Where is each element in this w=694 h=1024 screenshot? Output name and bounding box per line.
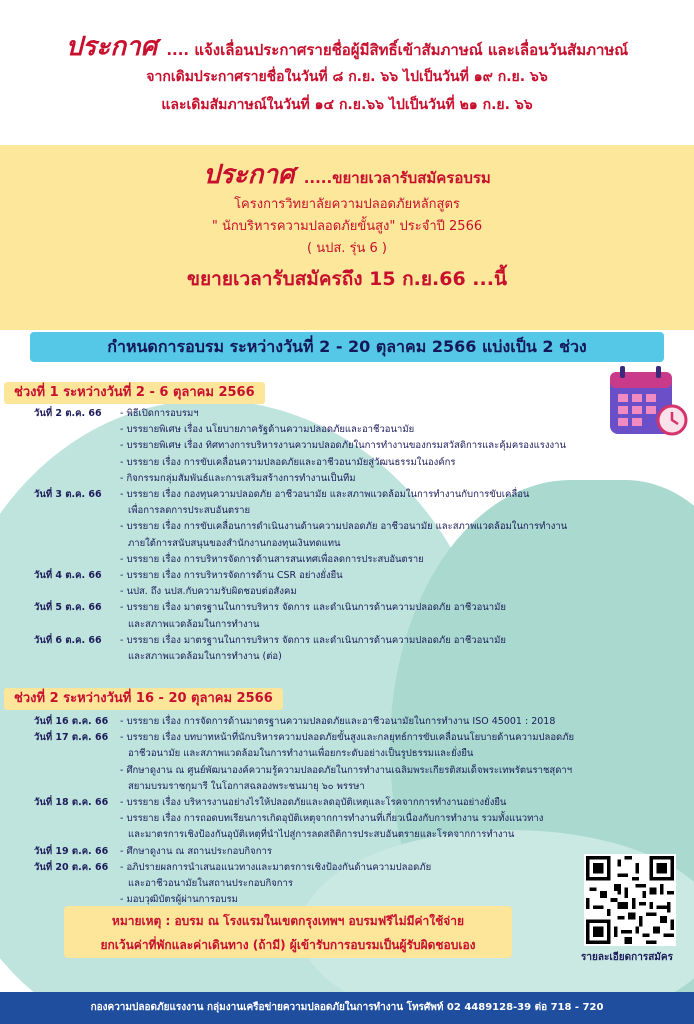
announcement-delay (0, 0, 694, 145)
schedule-topic: - บรรยาย เรื่อง บทบาทหน้าที่นักบริหารความปลอดภัยขั้นสูงและกลยุทธ์การขับเคลื่อนนโยบายด้านความปลอดภัย (120, 732, 575, 744)
schedule-section (0, 330, 694, 992)
schedule-topic: - บรรยาย เรื่อง การถอดบทเรียนการเกิดอุบัติเหตุจากการทำงานที่เกี่ยวเนื่องกับการทำงาน รวมทั้งแนวทาง (120, 813, 544, 825)
schedule-row (0, 746, 694, 762)
schedule-date (0, 779, 120, 795)
schedule-date: วันที่ 4 ต.ค. 66 (34, 570, 102, 582)
schedule-topic: และอาชีวอนามัยในสถานประกอบกิจการ (128, 878, 293, 890)
phase-1-list (0, 406, 694, 665)
qr-code[interactable] (584, 854, 676, 946)
schedule-row (0, 763, 694, 779)
schedule-row (0, 795, 694, 811)
schedule-row (0, 422, 694, 438)
schedule-topic: - กิจกรรมกลุ่มสัมพันธ์และการเสริมสร้างการทำงานเป็นทีม (120, 472, 356, 484)
course-name: " นักบริหารความปลอดภัยขั้นสูง" ประจำปี 2566 (211, 219, 483, 234)
extension-announcement (0, 145, 694, 330)
schedule-date (0, 503, 120, 519)
schedule-topic: อาชีวอนามัย และสภาพแวดล้อมในการทำงานเพื่อยกระดับอย่างเป็นรูปธรรมและยั่งยืน (128, 748, 474, 760)
schedule-date (0, 763, 120, 779)
footer-contact: กองความปลอดภัยแรงงาน กลุ่มงานเครือข่ายความปลอดภัยในการทำงาน โทรศัพท์ 02 4489128-39 ต่อ 718 - 720 (0, 992, 694, 1024)
schedule-topic: เพื่อการลดการประสบอันตราย (128, 505, 251, 517)
schedule-row (0, 617, 694, 633)
schedule-row (0, 633, 694, 649)
schedule-date (0, 455, 120, 471)
schedule-topic: - พิธีเปิดการอบรมฯ (120, 408, 199, 419)
schedule-topic: - อภิปรายผลการนำเสนอแนวทางและมาตรการเชิงป้องกันด้านความปลอดภัย (120, 861, 432, 873)
announce-label-2: ประกาศ (203, 160, 295, 190)
schedule-date (0, 649, 120, 665)
schedule-topic: - บรรยาย เรื่อง การขับเคลื่อนความปลอดภัยและอาชีวอนามัยสู่วัฒนธรรมในองค์กร (120, 456, 456, 468)
schedule-date (0, 552, 120, 568)
phase-1-title: ช่วงที่ 1 ระหว่างวันที่ 2 - 6 ตุลาคม 2566 (4, 382, 265, 404)
qr-label: รายละเอียดการสมัคร (581, 952, 673, 963)
schedule-row (0, 552, 694, 568)
schedule-topic: - บรรยาย เรื่อง กองทุนความปลอดภัย อาชีวอนามัย และสภาพแวดล้อมในการทำงานกับการขับเคลื่อน (120, 489, 530, 501)
schedule-date: วันที่ 3 ต.ค. 66 (34, 489, 102, 501)
schedule-row (0, 600, 694, 616)
schedule-date: วันที่ 17 ต.ค. 66 (34, 732, 109, 744)
extension-deadline: ขยายเวลารับสมัครถึง 15 ก.ย.66 ...นี้ (187, 268, 507, 290)
schedule-date (0, 536, 120, 552)
schedule-topic: - นปส. ถึง นปส.กับความรับผิดชอบต่อสังคม (120, 586, 297, 598)
schedule-date (0, 438, 120, 454)
schedule-date: วันที่ 18 ต.ค. 66 (34, 797, 109, 809)
schedule-date: วันที่ 16 ต.ค. 66 (34, 716, 109, 727)
schedule-title: กำหนดการอบรม ระหว่างวันที่ 2 - 20 ตุลาคม 2566 แบ่งเป็น 2 ช่วง (30, 332, 664, 362)
schedule-topic: - บรรยาย เรื่อง มาตรฐานในการบริหาร จัดการ และดำเนินการด้านความปลอดภัย อาชีวอนามัย (120, 634, 506, 646)
schedule-date (0, 519, 120, 535)
schedule-date: วันที่ 6 ต.ค. 66 (34, 634, 102, 646)
schedule-date (0, 617, 120, 633)
schedule-topic: - ศึกษาดูงาน ณ สถานประกอบกิจการ (120, 845, 272, 857)
schedule-date (0, 811, 120, 827)
schedule-topic: - บรรยาย เรื่อง การขับเคลื่อนการดำเนินงานด้านความปลอดภัย อาชีวอนามัย และสภาพแวดล้อมในการทำงาน (120, 521, 568, 533)
schedule-topic: - บรรยาย เรื่อง การบริหารจัดการด้าน CSR อย่างยั่งยืน (120, 570, 343, 582)
schedule-row (0, 811, 694, 827)
schedule-row (0, 714, 694, 730)
remark-line-1: หมายเหตุ : อบรม ณ โรงแรมในเขตกรุงเทพฯ อบรมฟรีไม่มีค่าใช้จ่าย (111, 914, 465, 928)
schedule-topic: - ศึกษาดูงาน ณ ศูนย์พัฒนาองค์ความรู้ความปลอดภัยในการทำงานเฉลิมพระเกียรติสมเด็จพระเทพรัตนราชสุดาฯ (120, 764, 573, 776)
phase-2-title: ช่วงที่ 2 ระหว่างวันที่ 16 - 20 ตุลาคม 2566 (4, 688, 283, 710)
schedule-row (0, 536, 694, 552)
schedule-row (0, 519, 694, 535)
schedule-row (0, 471, 694, 487)
schedule-date (0, 471, 120, 487)
schedule-row (0, 406, 694, 422)
schedule-row (0, 730, 694, 746)
announce-label: ประกาศ (65, 32, 158, 62)
schedule-date: วันที่ 20 ต.ค. 66 (34, 861, 109, 873)
schedule-date (0, 876, 120, 892)
schedule-date: วันที่ 19 ต.ค. 66 (34, 845, 109, 857)
schedule-row (0, 438, 694, 454)
schedule-row (0, 455, 694, 471)
schedule-topic: - บรรยายพิเศษ เรื่อง ทิศทางการบริหารงานความปลอดภัยในการทำงานของกรมสวัสดิการและคุ้มครองแรงงาน (120, 440, 566, 452)
schedule-row (0, 584, 694, 600)
remark-line-2: ยกเว้นค่าที่พักและค่าเดินทาง (ถ้ามี) ผู้เข้ารับการอบรมเป็นผู้รับผิดชอบเอง (100, 938, 476, 952)
schedule-topic: และมาตรการเชิงป้องกันอุบัติเหตุที่นำไปสู่การลดสถิติการประสบอันตรายและโรคจากการทำงาน (128, 829, 515, 841)
schedule-topic: - บรรยาย เรื่อง การบริหารจัดการด้านสารสนเทศเพื่อลดการประสบอันตราย (120, 553, 424, 565)
schedule-topic: และสภาพแวดล้อมในการทำงาน (128, 618, 260, 630)
delay-line-2: และเดิมสัมภาษณ์ในวันที่ ๑๔ ก.ย.๖๖ ไปเป็นวันที่ ๒๑ ก.ย. ๖๖ (161, 97, 533, 113)
schedule-date (0, 584, 120, 600)
schedule-date (0, 422, 120, 438)
schedule-date: วันที่ 5 ต.ค. 66 (34, 602, 102, 614)
schedule-topic: - บรรยาย เรื่อง การจัดการด้านมาตรฐานความปลอดภัยและอาชีวอนามัยในการทำงาน ISO 45001 : 2018 (120, 716, 556, 727)
schedule-row (0, 568, 694, 584)
schedule-topic: และสภาพแวดล้อมในการทำงาน (ต่อ) (128, 651, 282, 663)
extension-title: .....ขยายเวลารับสมัครอบรม (303, 169, 491, 187)
schedule-row (0, 503, 694, 519)
delay-line-1: จากเดิมประกาศรายชื่อในวันที่ ๘ ก.ย. ๖๖ ไปเป็นวันที่ ๑๙ ก.ย. ๖๖ (146, 69, 548, 85)
schedule-date: วันที่ 2 ต.ค. 66 (34, 408, 102, 419)
schedule-topic: - บรรยาย เรื่อง บริหารงานอย่างไรให้ปลอดภัยและลดอุบัติเหตุและโรคจากการทำงานอย่างยั่งยืน (120, 797, 507, 809)
schedule-row (0, 649, 694, 665)
remark-box (64, 906, 512, 958)
schedule-topic: - บรรยาย เรื่อง มาตรฐานในการบริหาร จัดการ และดำเนินการด้านความปลอดภัย อาชีวอนามัย (120, 602, 506, 614)
project-name: โครงการวิทยาลัยความปลอดภัยหลักสูตร (234, 197, 460, 212)
schedule-row (0, 487, 694, 503)
schedule-row (0, 779, 694, 795)
schedule-row (0, 827, 694, 843)
schedule-topic: - บรรยายพิเศษ เรื่อง นโยบายภาครัฐด้านความปลอดภัยและอาชีวอนามัย (120, 424, 415, 436)
batch-number: ( นปส. รุ่น 6 ) (306, 241, 388, 256)
schedule-date (0, 746, 120, 762)
schedule-date (0, 827, 120, 843)
schedule-topic: - มอบวุฒิบัตรผู้ผ่านการอบรม (120, 894, 238, 906)
schedule-topic: สยามบรมราชกุมารี ในโอกาสฉลองพระชนมายุ ๖๐ พรรษา (128, 780, 365, 792)
delay-heading: .... แจ้งเลื่อนประกาศรายชื่อผู้มีสิทธิ์เข้าสัมภาษณ์ และเลื่อนวันสัมภาษณ์ (166, 41, 629, 59)
schedule-topic: ภายใต้การสนับสนุนของสำนักงานกองทุนเงินทดแทน (128, 537, 341, 549)
